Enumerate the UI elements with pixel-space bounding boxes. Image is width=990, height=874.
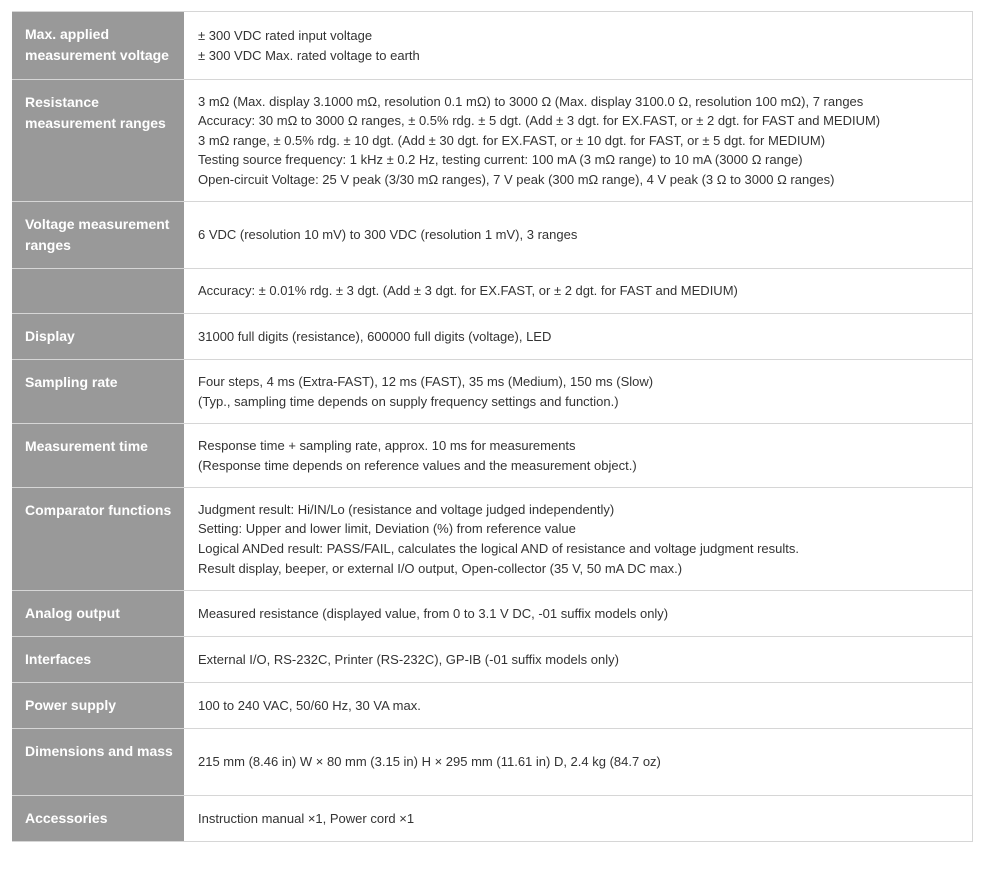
spec-label-cell bbox=[12, 729, 184, 796]
spec-value bbox=[184, 436, 972, 475]
spec-value-line: Judgment result: Hi/IN/Lo (resistance and voltage judged independently) bbox=[198, 501, 615, 517]
spec-label-cell bbox=[12, 424, 184, 488]
spec-label-cell bbox=[12, 488, 184, 591]
spec-value-cell bbox=[184, 80, 973, 202]
spec-label: Resistance measurement ranges bbox=[25, 94, 166, 131]
spec-value bbox=[184, 696, 972, 716]
spec-value bbox=[184, 604, 972, 624]
spec-label: Power supply bbox=[25, 697, 117, 713]
spec-value-line: 31000 full digits (resistance), 600000 full digits (voltage), LED bbox=[198, 328, 552, 344]
spec-value-line: Accuracy: ± 0.01% rdg. ± 3 dgt. (Add ± 3 dgt. for EX.FAST, or ± 2 dgt. for FAST and MEDIUM) bbox=[198, 283, 738, 299]
spec-value bbox=[184, 372, 972, 411]
spec-label-cell bbox=[12, 637, 184, 683]
spec-value-cell bbox=[184, 729, 973, 796]
spec-value bbox=[184, 752, 972, 772]
spec-label: Dimensions and mass bbox=[25, 743, 173, 759]
spec-value bbox=[184, 26, 972, 65]
spec-value-line: ± 300 VDC Max. rated voltage to earth bbox=[198, 47, 420, 63]
spec-value bbox=[184, 327, 972, 347]
spec-value-line: Accuracy: 30 mΩ to 3000 Ω ranges, ± 0.5% rdg. ± 5 dgt. (Add ± 3 dgt. for EX.FAST, or ± 2 dgt. for FAST and MEDIUM) bbox=[198, 113, 881, 129]
spec-value-line: 6 VDC (resolution 10 mV) to 300 VDC (resolution 1 mV), 3 ranges bbox=[198, 227, 578, 243]
spec-row bbox=[12, 424, 973, 488]
spec-label-cell bbox=[12, 202, 184, 269]
spec-row bbox=[12, 637, 973, 683]
spec-value-line: Four steps, 4 ms (Extra-FAST), 12 ms (FAST), 35 ms (Medium), 150 ms (Slow) bbox=[198, 373, 654, 389]
spec-label-cell bbox=[12, 314, 184, 360]
spec-value-cell bbox=[184, 796, 973, 842]
spec-value-line: Measured resistance (displayed value, from 0 to 3.1 V DC, -01 suffix models only) bbox=[198, 605, 669, 621]
spec-label: Analog output bbox=[25, 605, 120, 621]
spec-value-line: External I/O, RS-232C, Printer (RS-232C), GP-IB (-01 suffix models only) bbox=[198, 651, 619, 667]
spec-label-cell bbox=[12, 12, 184, 80]
spec-value bbox=[184, 225, 972, 245]
spec-value-cell bbox=[184, 269, 973, 314]
spec-label: Interfaces bbox=[25, 651, 92, 667]
spec-value-cell bbox=[184, 488, 973, 591]
spec-value-line: 215 mm (8.46 in) W × 80 mm (3.15 in) H × 295 mm (11.61 in) D, 2.4 kg (84.7 oz) bbox=[198, 754, 661, 770]
spec-value-line: 100 to 240 VAC, 50/60 Hz, 30 VA max. bbox=[198, 697, 421, 713]
spec-value bbox=[184, 92, 972, 190]
spec-table bbox=[12, 11, 973, 842]
spec-label-cell bbox=[12, 796, 184, 842]
spec-value bbox=[184, 650, 972, 670]
spec-label: Measurement time bbox=[25, 438, 148, 454]
spec-label-cell bbox=[12, 360, 184, 424]
spec-value-line: (Response time depends on reference values and the measurement object.) bbox=[198, 457, 637, 473]
spec-value-cell bbox=[184, 12, 973, 80]
spec-value-line: (Typ., sampling time depends on supply frequency settings and function.) bbox=[198, 393, 619, 409]
spec-value-line: Setting: Upper and lower limit, Deviation (%) from reference value bbox=[198, 521, 576, 537]
spec-row bbox=[12, 591, 973, 637]
spec-label bbox=[12, 269, 184, 281]
spec-row bbox=[12, 269, 973, 314]
spec-label-cell bbox=[12, 269, 184, 314]
spec-value bbox=[184, 809, 972, 829]
spec-value-line: Testing source frequency: 1 kHz ± 0.2 Hz, testing current: 100 mA (3 mΩ range) to 10 mA (3000 Ω range) bbox=[198, 152, 803, 168]
spec-value-line: 3 mΩ range, ± 0.5% rdg. ± 10 dgt. (Add ± 30 dgt. for EX.FAST, or ± 10 dgt. for FAST, or ± 5 dgt. for MEDIUM) bbox=[198, 132, 826, 148]
spec-value-cell bbox=[184, 360, 973, 424]
spec-label-cell bbox=[12, 591, 184, 637]
spec-value-line: 3 mΩ (Max. display 3.1000 mΩ, resolution 0.1 mΩ) to 3000 Ω (Max. display 3100.0 Ω, resolution 100 mΩ), 7 ranges bbox=[198, 93, 864, 109]
spec-value bbox=[184, 500, 972, 578]
spec-row bbox=[12, 360, 973, 424]
spec-value bbox=[184, 281, 972, 301]
spec-table-body bbox=[12, 12, 973, 842]
spec-label: Comparator functions bbox=[25, 502, 172, 518]
spec-row bbox=[12, 796, 973, 842]
spec-value-cell bbox=[184, 637, 973, 683]
spec-value-line: Result display, beeper, or external I/O output, Open-collector (35 V, 50 mA DC max.) bbox=[198, 560, 683, 576]
spec-row bbox=[12, 488, 973, 591]
spec-row bbox=[12, 80, 973, 202]
spec-label-cell bbox=[12, 80, 184, 202]
spec-label-cell bbox=[12, 683, 184, 729]
spec-label: Max. applied measurement voltage bbox=[25, 26, 169, 63]
spec-value-cell bbox=[184, 314, 973, 360]
spec-row bbox=[12, 683, 973, 729]
spec-value-line: Instruction manual ×1, Power cord ×1 bbox=[198, 810, 415, 826]
spec-label: Display bbox=[25, 328, 75, 344]
spec-value-cell bbox=[184, 591, 973, 637]
spec-value-cell bbox=[184, 424, 973, 488]
spec-label: Sampling rate bbox=[25, 374, 118, 390]
spec-value-cell bbox=[184, 202, 973, 269]
spec-value-line: ± 300 VDC rated input voltage bbox=[198, 27, 373, 43]
spec-row bbox=[12, 12, 973, 80]
spec-label: Voltage measurement ranges bbox=[25, 216, 170, 253]
spec-value-line: Open-circuit Voltage: 25 V peak (3/30 mΩ ranges), 7 V peak (300 mΩ range), 4 V peak (3 Ω to 3000 Ω ranges) bbox=[198, 171, 835, 187]
spec-row bbox=[12, 202, 973, 269]
spec-value-line: Logical ANDed result: PASS/FAIL, calculates the logical AND of resistance and voltage judgment results. bbox=[198, 541, 799, 556]
spec-row bbox=[12, 314, 973, 360]
spec-value-cell bbox=[184, 683, 973, 729]
spec-label: Accessories bbox=[25, 810, 108, 826]
spec-value-line: Response time + sampling rate, approx. 10 ms for measurements bbox=[198, 437, 576, 453]
spec-row bbox=[12, 729, 973, 796]
